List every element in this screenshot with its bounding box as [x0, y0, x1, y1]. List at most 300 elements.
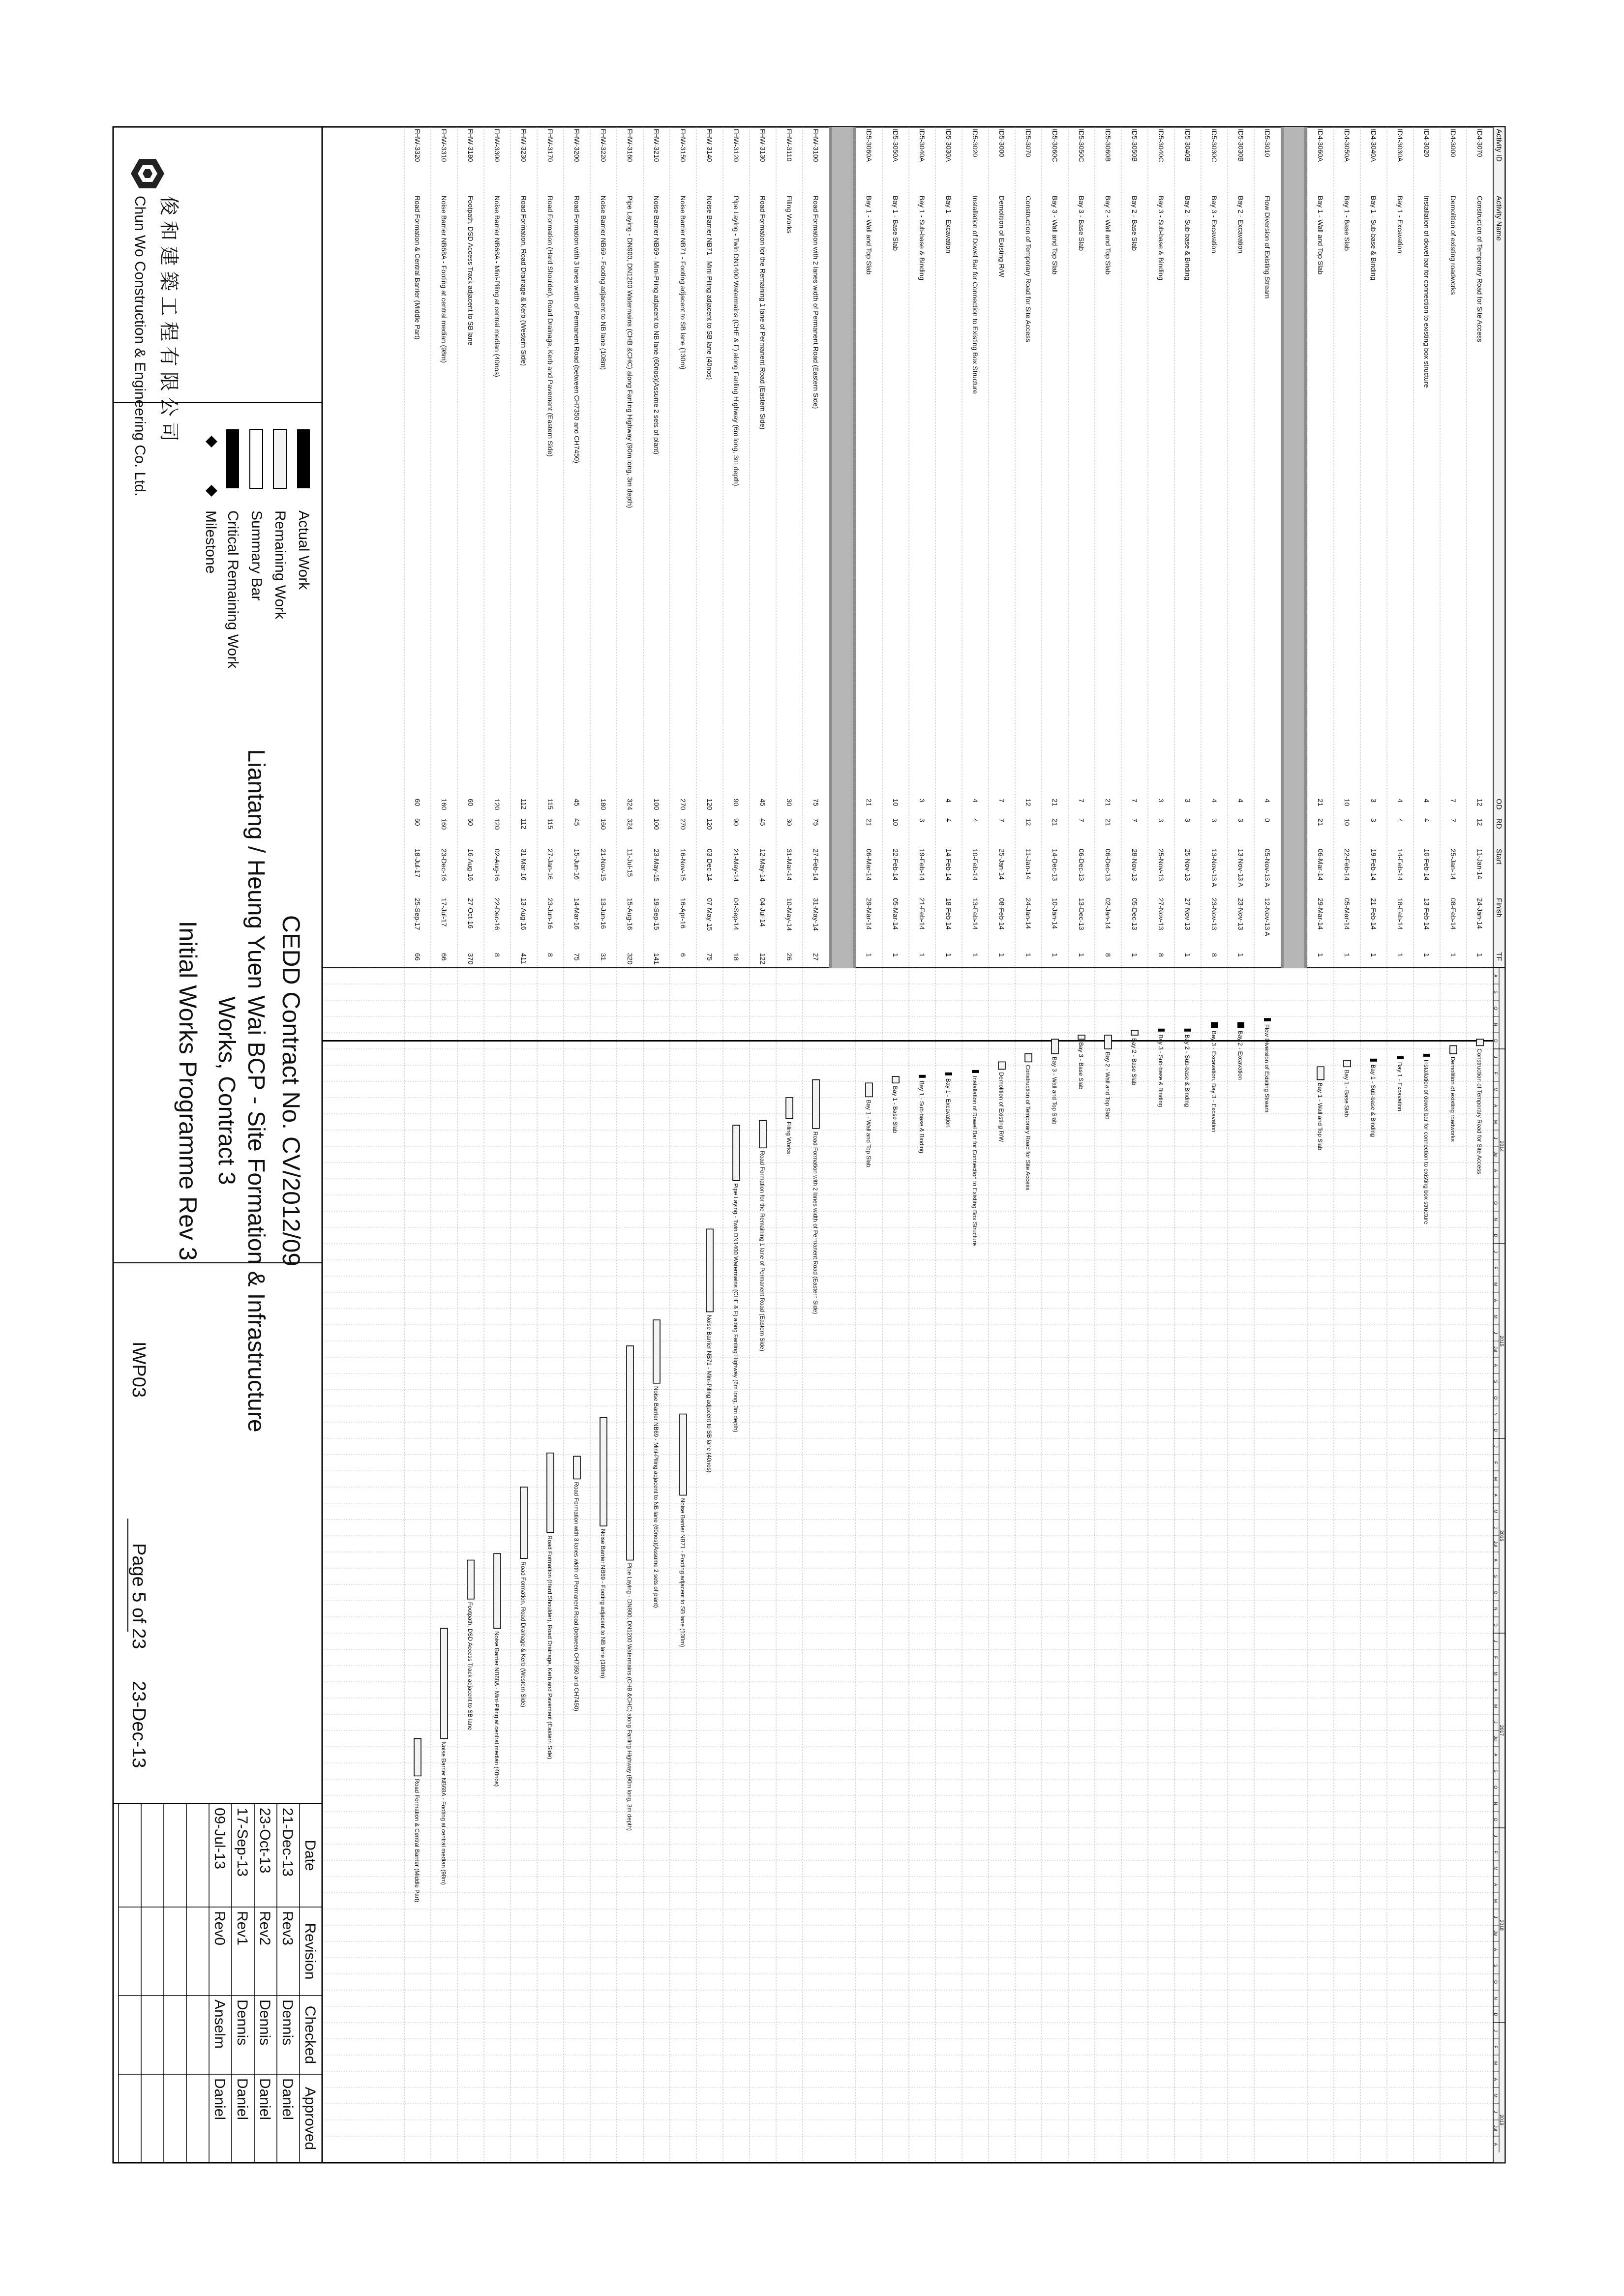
cell-od: 7 [1131, 799, 1139, 803]
cell-finish: 18-Feb-14 [945, 898, 953, 930]
cell-start: 06-Dec-13 [1078, 849, 1085, 881]
cell-activity-name: Demolition of Existing R/W [998, 196, 1006, 277]
cell-finish: 16-Apr-16 [679, 898, 687, 929]
table-row [1228, 127, 1245, 2163]
gantt-bar-label: Road Formation for the Remaining 1 lane of Permanent Road (Eastern Side) [759, 1151, 766, 1351]
cell-finish: 27-Oct-16 [467, 898, 475, 929]
timeline-month: M [1493, 1477, 1498, 1481]
cell-od: 4 [1210, 799, 1218, 803]
cell-rd: 120 [706, 818, 714, 830]
cell-start: 12-May-14 [759, 849, 767, 882]
cell-start: 11-Jan-14 [1024, 849, 1032, 880]
cell-rd: 7 [1131, 818, 1139, 822]
cell-rd: 30 [785, 818, 793, 826]
cell-activity-id: ID5-3030A [945, 129, 953, 162]
cell-tf: 141 [653, 953, 661, 965]
gantt-bar-remaining [759, 1120, 766, 1148]
cell-activity-name: Bay 1 - Sub-base & Binding [918, 196, 926, 280]
timeline-month: N [1493, 1218, 1498, 1221]
cell-activity-id: ID5-3030B [1237, 129, 1245, 162]
timeline-month: A [1493, 1948, 1498, 1951]
cell-activity-id: ID5-3060B [1104, 129, 1112, 162]
cell-activity-id: FHW-3210 [653, 129, 661, 162]
cell-start: 31-Mar-16 [520, 849, 528, 881]
cell-tf: 31 [600, 953, 607, 961]
cell-activity-id: FHW-3110 [785, 129, 793, 162]
cell-activity-id: ID5-3040A [918, 129, 926, 162]
gantt-bar-remaining [866, 1083, 872, 1097]
cell-finish: 24-Jan-14 [1024, 898, 1032, 929]
gantt-bar-remaining [414, 1739, 421, 1776]
table-row [1413, 127, 1431, 2163]
gantt-bar-label: Bay 2 - Sub-base & Binding [1184, 1034, 1191, 1107]
gantt-bar-label: Installation of Dowel Bar for Connection to Existing Box Structure [971, 1075, 978, 1246]
cell-activity-id: FHW-3140 [706, 129, 714, 162]
cell-activity-name: Construction of Temporary Road for Site Access [1476, 196, 1484, 342]
company-name-english: Chun Wo Construction & Engineering Co. Ltd. [132, 196, 148, 497]
timeline-month: O [1493, 1590, 1498, 1595]
table-row [1334, 127, 1351, 2163]
contract-number: CEDD Contract No. CV/2012/09 [277, 915, 305, 1267]
cell-rd: 60 [467, 818, 475, 826]
cell-od: 115 [546, 799, 554, 810]
timeline-year: 2019 [1499, 2114, 1504, 2126]
cell-activity-name: Road Formation, Road Drainage & Kerb (Western Side) [520, 196, 528, 366]
gantt-bar-remaining [573, 1456, 580, 1479]
cell-activity-name: Bay 1 - Wall and Top Slab [865, 196, 873, 275]
table-row [1015, 127, 1032, 2163]
cell-start: 06-Dec-13 [1104, 849, 1112, 881]
cell-od: 120 [706, 799, 714, 810]
gantt-bar-label: Footpath, DSD Access Track adjacent to SB lane [467, 1602, 474, 1730]
cell-od: 60 [467, 799, 475, 806]
cell-activity-id: ID5-3060A [865, 129, 873, 162]
cell-finish: 14-Mar-16 [573, 898, 581, 930]
cell-od: 7 [998, 799, 1006, 803]
gantt-bar-label: Road Formation & Central Barrier (Middle Part) [414, 1779, 421, 1903]
cell-activity-id: ID5-3050A [892, 129, 900, 162]
rotated-drawing [113, 127, 1505, 2163]
cell-activity-name: Bay 3 - Base Slab [1078, 196, 1085, 251]
revision-cell: 17-Sep-13 [234, 1808, 250, 1877]
gantt-bar-remaining [1131, 1030, 1138, 1035]
cell-od: 100 [653, 799, 661, 810]
cell-rd: 3 [1184, 818, 1192, 822]
cell-tf: 75 [573, 953, 581, 961]
gantt-bar-label: Noise Barrier NB71 - Footing adjacent to SB lane (130m) [679, 1498, 686, 1647]
cell-tf: 1 [1370, 953, 1378, 957]
revision-cell: Daniel [211, 2078, 228, 2120]
cell-od: 160 [440, 799, 448, 810]
revision-cell: Daniel [279, 2078, 296, 2120]
cell-activity-name: Bay 1 - Excavation [945, 196, 953, 253]
cell-finish: 13-Feb-14 [1423, 898, 1431, 930]
cell-finish: 13-Jun-16 [600, 898, 607, 929]
cell-finish: 13-Feb-14 [971, 898, 979, 930]
revision-cell: Daniel [257, 2078, 273, 2120]
cell-activity-id: FHW-3170 [546, 129, 554, 162]
revision-cell: Dennis [234, 1999, 250, 2046]
legend-swatch-summary [250, 429, 263, 488]
cell-activity-name: Pipe Laying - Twin DN1400 Watermains (CHE & F) along Fanling Highway (6m long, 3m depth) [732, 196, 740, 486]
cell-activity-name: Bay 1 - Base Slab [1343, 196, 1351, 251]
cell-od: 270 [679, 799, 687, 810]
table-row [723, 127, 740, 2163]
gantt-bar-actual [1423, 1054, 1430, 1057]
cell-finish: 04-Sep-14 [732, 898, 740, 930]
gantt-bar-label: Road Formation (Hard Shoulder), Road Drainage, Kerb and Pavement (Eastern Side) [546, 1535, 553, 1759]
gantt-bar-remaining [1105, 1035, 1112, 1049]
timeline-month: J [1493, 2029, 1498, 2032]
table-row [1174, 127, 1192, 2163]
timeline-month: J [1493, 1835, 1498, 1837]
cell-finish: 25-Sep-17 [414, 898, 421, 930]
gantt-bar-actual [1184, 1029, 1191, 1032]
timeline-month: D [1493, 2013, 1498, 2016]
cell-activity-id: ID5-3040B [1184, 129, 1192, 162]
timeline-month: Jul [1493, 1541, 1498, 1547]
cell-od: 75 [812, 799, 820, 806]
cell-od: 324 [626, 799, 634, 810]
table-row [643, 127, 661, 2163]
cell-finish: 23-Jun-16 [546, 898, 554, 929]
table-row [617, 127, 634, 2163]
gantt-bar-remaining [520, 1487, 527, 1558]
cell-activity-name: Road Formation for the Remaining 1 lane of Permanent Road (Eastern Side) [759, 196, 767, 430]
cell-finish: 13-Dec-13 [1078, 898, 1085, 930]
timeline-month: D [1493, 1623, 1498, 1627]
cell-activity-id: ID5-3070 [1024, 129, 1032, 157]
cell-tf: 27 [812, 953, 820, 961]
gantt-bar-remaining [706, 1229, 713, 1312]
col-header-tf: TF [1495, 952, 1503, 961]
cell-activity-name: Road Formation (Hard Shoulder), Road Drainage, Kerb and Pavement (Eastern Side) [546, 196, 554, 457]
cell-activity-id: FHW-3180 [467, 129, 475, 162]
title-block [128, 749, 305, 1768]
cell-tf: 122 [759, 953, 767, 965]
gantt-bar-label: Bay 2 - Base Slab [1131, 1038, 1138, 1086]
cell-finish: 27-Nov-13 [1184, 898, 1192, 930]
gantt-bar-label: Bay 1 - Sub-base & Binding [918, 1080, 925, 1154]
cell-tf: 1 [1423, 953, 1431, 957]
gantt-bar-label: Bay 1 - Wall and Top Slab [865, 1100, 872, 1167]
table-row [935, 127, 953, 2163]
cell-finish: 10-Jan-14 [1051, 898, 1059, 929]
cell-activity-name: Bay 2 - Base Slab [1131, 196, 1139, 251]
timeline-month: D [1493, 1234, 1498, 1237]
cell-od: 10 [1343, 799, 1351, 806]
timeline-month: S [1493, 1769, 1498, 1773]
timeline-month: A [1493, 1753, 1498, 1757]
timeline-month: F [1493, 1461, 1498, 1464]
cell-activity-name: Bay 1 - Wall and Top Slab [1317, 196, 1324, 275]
cell-tf: 370 [467, 953, 475, 965]
timeline-month: A [1493, 2143, 1498, 2146]
gantt-bar-remaining [892, 1076, 899, 1083]
legend-swatch-critical [226, 429, 239, 488]
timeline-month: A [1493, 1364, 1498, 1367]
cell-activity-id: FHW-3220 [600, 129, 607, 162]
cell-finish: 23-Nov-13 [1237, 898, 1245, 930]
gantt-bar-actual [1397, 1056, 1404, 1059]
gantt-bar-label: Road Formation with 2 lanes width of Permanent Road (Eastern Side) [812, 1131, 819, 1314]
cell-start: 16-Aug-16 [467, 849, 475, 881]
gantt-bar-remaining [998, 1062, 1005, 1069]
table-row [484, 127, 501, 2163]
timeline-month: A [1493, 1688, 1498, 1692]
cell-tf: 1 [1131, 953, 1139, 957]
table-row [1307, 127, 1324, 2163]
cell-activity-id: ID4-3050A [1343, 129, 1351, 162]
cell-activity-id: ID5-3000 [998, 129, 1006, 157]
timeline-month: M [1493, 1899, 1498, 1903]
gantt-bar-remaining [812, 1080, 819, 1129]
table-row [776, 127, 793, 2163]
company-logo-icon [131, 159, 164, 188]
timeline-month: S [1493, 1380, 1498, 1383]
timeline-month: Jul [1493, 1930, 1498, 1937]
cell-activity-id: ID5-3030C [1210, 129, 1218, 162]
cell-finish: 04-Jul-14 [759, 898, 767, 927]
timeline-month: S [1493, 990, 1498, 994]
cell-od: 10 [892, 799, 900, 806]
cell-tf: 1 [971, 953, 979, 957]
cell-rd: 45 [759, 818, 767, 826]
timeline-month: J [1493, 1640, 1498, 1642]
cell-finish: 07-May-15 [706, 898, 714, 931]
timeline-month: M [1493, 2093, 1498, 2098]
cell-rd: 21 [865, 818, 873, 826]
page-number: Page 5 of 23 [128, 1543, 149, 1649]
gantt-bar-remaining [1450, 1045, 1457, 1054]
company-name-chinese: 俊 和 建 築 工 程 有 限 公 司 [158, 196, 180, 442]
cell-tf: 1 [918, 953, 926, 957]
gantt-bar-actual [1237, 1022, 1244, 1028]
gantt-bar-actual [1211, 1022, 1218, 1028]
group-band [829, 127, 856, 968]
cell-od: 4 [1396, 799, 1404, 803]
gantt-bar-remaining [1025, 1054, 1032, 1062]
cell-finish: 05-Dec-13 [1131, 898, 1139, 930]
gantt-bar-label: Noise Barrier NB69 - Mini-Piling adjacent to NB lane (60nos)(Assume 2 sets of plant) [653, 1386, 660, 1608]
cell-activity-name: Bay 3 - Sub-base & Binding [1157, 196, 1165, 280]
cell-od: 45 [573, 799, 581, 806]
cell-rd: 3 [1157, 818, 1165, 822]
cell-rd: 3 [918, 818, 926, 822]
cell-activity-name: Bay 1 - Base Slab [892, 196, 900, 251]
cell-start: 11-Jan-14 [1476, 849, 1484, 880]
col-header-finish: Finish [1495, 898, 1503, 918]
timeline-month: M [1493, 1866, 1498, 1871]
cell-activity-id: FHW-3320 [414, 129, 421, 162]
gantt-bar-label: Construction of Temporary Road for Site Access [1476, 1048, 1483, 1174]
cell-activity-id: FHW-3120 [732, 129, 740, 162]
cell-start: 13-Nov-13 A [1237, 849, 1245, 887]
cell-activity-id: FHW-3160 [626, 129, 634, 162]
table-row [882, 127, 900, 2163]
gantt-bar-remaining [1052, 1039, 1058, 1054]
legend-label-milestone: Milestone [203, 510, 219, 574]
table-row [909, 127, 926, 2163]
cell-finish: 17-Jul-17 [440, 898, 448, 927]
legend-label-summary: Summary Bar [248, 510, 265, 601]
cell-finish: 05-Mar-14 [892, 898, 900, 930]
table-row [590, 127, 607, 2163]
cell-finish: 05-Mar-14 [1343, 898, 1351, 930]
cell-finish: 21-Feb-14 [918, 898, 926, 930]
timeline-month: N [1493, 1023, 1498, 1026]
legend-milestone-icon [206, 485, 217, 497]
cell-activity-name: Installation of Dowel Bar for Connection to Existing Box Structure [971, 196, 979, 394]
cell-rd: 7 [998, 818, 1006, 822]
cell-finish: 23-Nov-13 [1210, 898, 1218, 930]
cell-rd: 100 [653, 818, 661, 830]
table-row [750, 127, 767, 2163]
gantt-bar-label: Pipe Laying - Twin DN1400 Watermains (CHE & F) along Fanling Highway (6m long, 3m depth) [732, 1183, 739, 1432]
revision-header: Revision [302, 1923, 318, 1980]
cell-start: 27-Jan-16 [546, 849, 554, 880]
gantt-bar-remaining [1078, 1035, 1085, 1039]
revision-cell: Dennis [257, 1999, 273, 2046]
cell-start: 19-Feb-14 [1370, 849, 1378, 881]
cell-rd: 21 [1317, 818, 1324, 826]
revision-header: Date [302, 1840, 318, 1871]
cell-activity-name: Installation of dowel bar for connection to existing box structure [1423, 196, 1431, 388]
table-row [404, 127, 421, 2163]
timeline-month: A [1493, 1169, 1498, 1172]
programme-title: Initial Works Programme Rev 3 [174, 921, 202, 1261]
cell-activity-id: FHW-3130 [759, 129, 767, 162]
gantt-bar-label: Noise Barrier NB68A - Mini-Piling at central median (40nos) [493, 1631, 500, 1787]
timeline-month: M [1493, 1120, 1498, 1124]
timeline-month: D [1493, 1429, 1498, 1432]
gantt-bar-label: Bay 3 - Wall and Top Slab [1051, 1056, 1058, 1125]
gantt-bar-remaining [494, 1553, 501, 1628]
gantt-bar-label: Bay 1 - Sub-base & Binding [1370, 1064, 1377, 1137]
cell-start: 02-Aug-16 [493, 849, 501, 881]
timeline-month: M [1493, 1087, 1498, 1092]
timeline-month: S [1493, 1964, 1498, 1968]
cell-tf: 1 [1476, 953, 1484, 957]
cell-tf: 1 [945, 953, 953, 957]
table-row [989, 127, 1006, 2163]
col-header-id: Activity ID [1495, 129, 1503, 162]
timeline-month: J [1493, 1251, 1498, 1253]
cell-finish: 29-Mar-14 [1317, 898, 1324, 930]
project-title-line-2: Works, Contract 3 [213, 996, 240, 1185]
cell-start: 18-Jul-17 [414, 849, 421, 878]
timeline-month: J [1493, 1721, 1498, 1724]
cell-tf: 8 [1104, 953, 1112, 957]
timeline-month: J [1493, 2111, 1498, 2113]
cell-finish: 15-Aug-16 [626, 898, 634, 930]
cell-od: 12 [1476, 799, 1484, 806]
table-row [1148, 127, 1165, 2163]
timeline-month: M [1493, 1509, 1498, 1514]
cell-od: 21 [1317, 799, 1324, 806]
cell-start: 27-Feb-14 [812, 849, 820, 881]
gantt-bar-remaining [627, 1346, 633, 1560]
cell-activity-name: Footpath, DSD Access Track adjacent to SB lane [467, 196, 475, 346]
cell-activity-id: ID4-3030A [1396, 129, 1404, 162]
cell-rd: 324 [626, 818, 634, 830]
timeline-month: F [1493, 1850, 1498, 1854]
timeline-month: Jul [1493, 1346, 1498, 1352]
gantt-bar-remaining [680, 1414, 687, 1495]
cell-od: 4 [945, 799, 953, 803]
cell-finish: 08-Feb-14 [998, 898, 1006, 930]
gantt-bar-actual [1158, 1029, 1165, 1032]
cell-rd: 21 [1104, 818, 1112, 826]
cell-start: 14-Feb-14 [945, 849, 953, 881]
legend-label-remaining: Remaining Work [272, 510, 288, 620]
gantt-bar-label: Noise Barrier NB69 - Footing adjacent to NB lane (108m) [600, 1529, 606, 1678]
timeline-month: M [1493, 1282, 1498, 1286]
cell-activity-id: ID5-3010 [1263, 129, 1271, 157]
cell-od: 4 [1423, 799, 1431, 803]
gantt-bar-label: Bay 1 - Base Slab [892, 1086, 899, 1133]
timeline-month: A [1493, 1883, 1498, 1886]
revision-cell: 21-Dec-13 [279, 1808, 296, 1877]
cell-start: 14-Dec-13 [1051, 849, 1059, 881]
revision-cell: Rev3 [279, 1911, 296, 1946]
revision-header: Approved [302, 2087, 318, 2150]
revision-header: Checked [302, 2005, 318, 2064]
cell-rd: 0 [1263, 818, 1271, 822]
timeline-month: Jul [1493, 1151, 1498, 1158]
timeline-month: A [1493, 1493, 1498, 1497]
cell-rd: 160 [440, 818, 448, 830]
cell-activity-name: Noise Barrier NB68A - Footing at central median (98m) [440, 196, 448, 363]
cell-od: 4 [1237, 799, 1245, 803]
cell-tf: 1 [892, 953, 900, 957]
gantt-bar-remaining [786, 1098, 793, 1119]
revision-cell: 09-Jul-13 [211, 1808, 228, 1870]
legend [203, 429, 312, 669]
cell-od: 21 [865, 799, 873, 806]
cell-tf: 1 [1184, 953, 1192, 957]
table-row [962, 127, 979, 2163]
cell-rd: 12 [1476, 818, 1484, 826]
gantt-bar-label: Bay 1 - Base Slab [1343, 1070, 1350, 1117]
gantt-bar-remaining [1476, 1039, 1483, 1045]
cell-activity-id: FHW-3300 [493, 129, 501, 162]
cell-activity-id: ID5-3060C [1051, 129, 1059, 162]
gantt-bar-label: Bay 2 - Wall and Top Slab [1104, 1052, 1111, 1120]
group-band-inner [1284, 127, 1304, 968]
cell-activity-id: ID4-3040A [1370, 129, 1378, 162]
cell-tf: 320 [626, 953, 634, 965]
cell-od: 45 [759, 799, 767, 806]
table-row [457, 127, 475, 2163]
cell-activity-id: FHW-3230 [520, 129, 528, 162]
cell-activity-name: Noise Barrier NB69 - Footing adjacent to NB lane (108m) [600, 196, 607, 370]
timeline-month: N [1493, 1412, 1498, 1416]
gantt-bar-label: Flow Diversion of Existing Stream [1263, 1024, 1270, 1113]
cell-activity-id: ID4-3060A [1317, 129, 1324, 162]
cell-finish: 21-Feb-14 [1370, 898, 1378, 930]
project-title-line-1: Liantang / Heung Yuen Wai BCP - Site Formation & Infrastructure [243, 749, 269, 1432]
gantt-bar-remaining [733, 1125, 740, 1180]
cell-activity-name: Noise Barrier NB69 - Mini-Piling adjacent to NB lane (60nos)(Assume 2 sets of plant) [653, 196, 661, 455]
cell-rd: 4 [1396, 818, 1404, 822]
cell-rd: 21 [1051, 818, 1059, 826]
cell-activity-id: ID5-3050C [1078, 129, 1085, 162]
gantt-bar-label: Installation of dowel bar for connection to existing box structure [1423, 1059, 1430, 1224]
gantt-bar-label: Bay 1 - Excavation [1396, 1062, 1403, 1111]
cell-start: 21-Nov-15 [600, 849, 607, 881]
cell-od: 112 [520, 799, 528, 810]
